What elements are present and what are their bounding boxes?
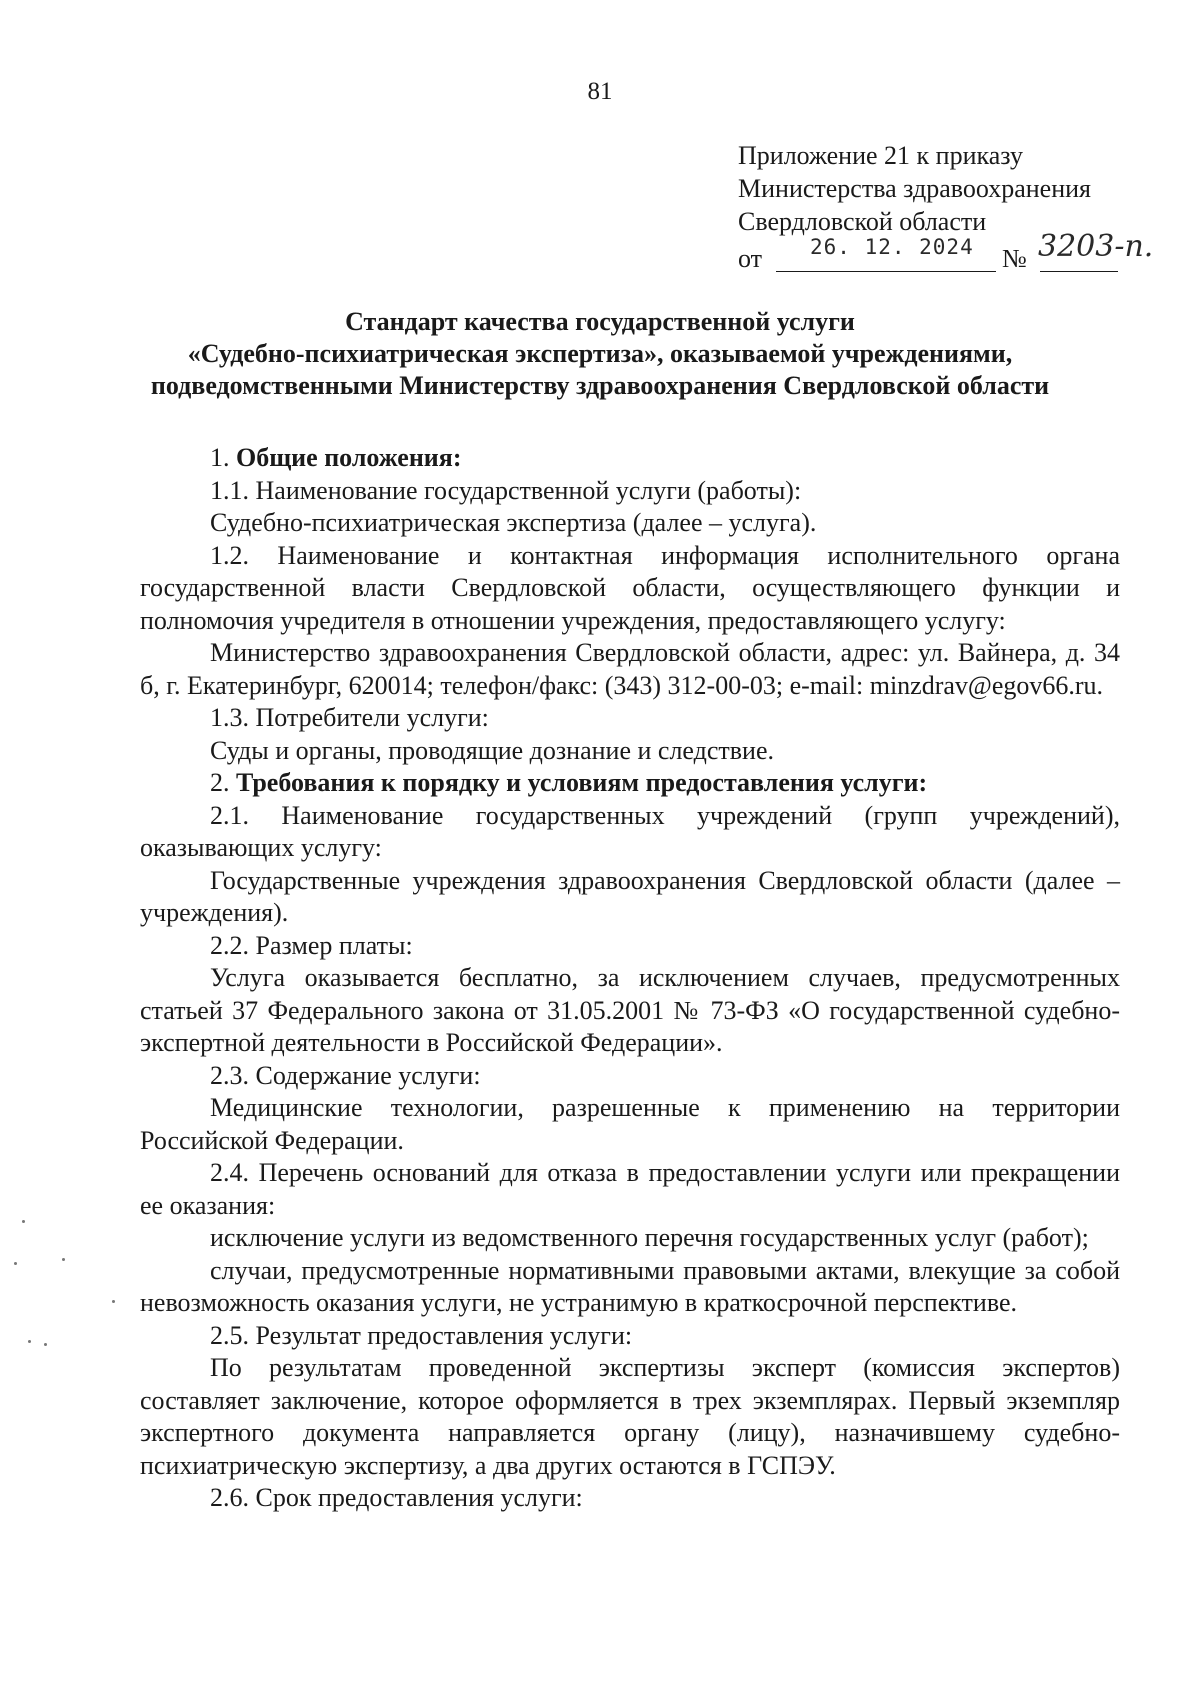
clause-2-3: 2.3. Содержание услуги: bbox=[210, 1060, 481, 1090]
clause-2-5: 2.5. Результат предоставления услуги: bbox=[210, 1320, 633, 1350]
approval-number-handwritten: 3203-п. bbox=[1038, 229, 1154, 264]
title-line-2: «Судебно-психиатрическая экспертиза», оказываемой учреждениями, bbox=[187, 339, 1013, 368]
section-2-heading bbox=[140, 767, 1120, 800]
approval-line-1: Приложение 21 к приказу bbox=[738, 141, 1024, 170]
section-1-heading bbox=[140, 442, 1120, 475]
clause-1-1-text: Судебно-психиатрическая экспертиза (далее – услуга). bbox=[210, 508, 817, 537]
document-body bbox=[140, 442, 1120, 1515]
scan-speck bbox=[14, 1262, 17, 1265]
approval-from-label: от bbox=[738, 244, 763, 273]
section-2-title: Требования к порядку и условиям предоставления услуги: bbox=[236, 768, 928, 797]
title-line-1: Стандарт качества государственной услуги bbox=[345, 307, 855, 336]
number-underline bbox=[1040, 271, 1118, 272]
clause-2-4-item-a: исключение услуги из ведомственного перечня государственных услуг (работ); bbox=[210, 1223, 1089, 1252]
clause-2-5-text: По результатам проведенной экспертизы эксперт (комиссия экспертов) составляет заключение, которое оформляется в трех экземплярах. Первый экземпляр экспертного документа направляется органу (лицу), назначившему судебно-психиатрическую экспертизу, а два других остаются в ГСПЭУ. bbox=[140, 1353, 1120, 1480]
scan-speck bbox=[22, 1220, 25, 1223]
page-number: 81 bbox=[587, 78, 613, 105]
clause-2-2-text: Услуга оказывается бесплатно, за исключением случаев, предусмотренных статьей 37 Федерального закона от 31.05.2001 № 73-ФЗ «О государственной судебно-экспертной деятельности в Российской Федерации». bbox=[140, 963, 1120, 1057]
clause-2-1: 2.1. Наименование государственных учреждений (групп учреждений), оказывающих услугу: bbox=[140, 800, 1120, 862]
clause-2-4: 2.4. Перечень оснований для отказа в предоставлении услуги или прекращении ее оказания: bbox=[140, 1158, 1120, 1220]
clause-2-4-item-b: случаи, предусмотренные нормативными правовыми актами, влекущие за собой невозможность оказания услуги, не устранимую в краткосрочной перспективе. bbox=[140, 1255, 1120, 1317]
document-title bbox=[120, 306, 1080, 402]
approval-block bbox=[738, 139, 1154, 274]
section-1-title: Общие положения: bbox=[236, 443, 462, 472]
clause-2-1-text: Государственные учреждения здравоохранения Свердловской области (далее – учреждения). bbox=[140, 865, 1120, 927]
approval-number-label: № bbox=[1002, 244, 1027, 273]
clause-1-1: 1.1. Наименование государственной услуги (работы): bbox=[210, 475, 802, 505]
approval-date-line bbox=[738, 229, 1154, 274]
clause-1-2: 1.2. Наименование и контактная информация исполнительного органа государственной власти Свердловской области, осуществляющего функции и полномочия учредителя в отношении учреждения, предоставляющего услугу: bbox=[140, 540, 1120, 635]
scan-speck bbox=[28, 1340, 31, 1343]
scan-speck bbox=[44, 1343, 47, 1346]
clause-2-2: 2.2. Размер платы: bbox=[210, 930, 413, 960]
title-line-3: подведомственными Министерству здравоохранения Свердловской области bbox=[150, 371, 1050, 400]
approval-line-3: Свердловской области bbox=[738, 207, 987, 236]
date-underline bbox=[776, 271, 996, 272]
scan-speck bbox=[62, 1258, 65, 1261]
clause-2-6: 2.6. Срок предоставления услуги: bbox=[210, 1483, 583, 1512]
clause-1-2-text: Министерство здравоохранения Свердловской области, адрес: ул. Вайнера, д. 34 б, г. Екатеринбург, 620014; телефон/факс: (343) 312-00-03; e-mail: minzdrav@egov66.ru. bbox=[140, 638, 1120, 700]
clause-1-3: 1.3. Потребители услуги: bbox=[210, 703, 489, 732]
section-2-number: 2. bbox=[210, 768, 230, 797]
approval-line-2: Министерства здравоохранения bbox=[738, 174, 1091, 203]
clause-2-3-text: Медицинские технологии, разрешенные к применению на территории Российской Федерации. bbox=[140, 1093, 1120, 1155]
scan-speck bbox=[112, 1300, 115, 1303]
approval-date-stamp: 26. 12. 2024 bbox=[810, 235, 974, 259]
clause-1-3-text: Суды и органы, проводящие дознание и следствие. bbox=[210, 735, 774, 765]
section-1-number: 1. bbox=[210, 443, 230, 472]
